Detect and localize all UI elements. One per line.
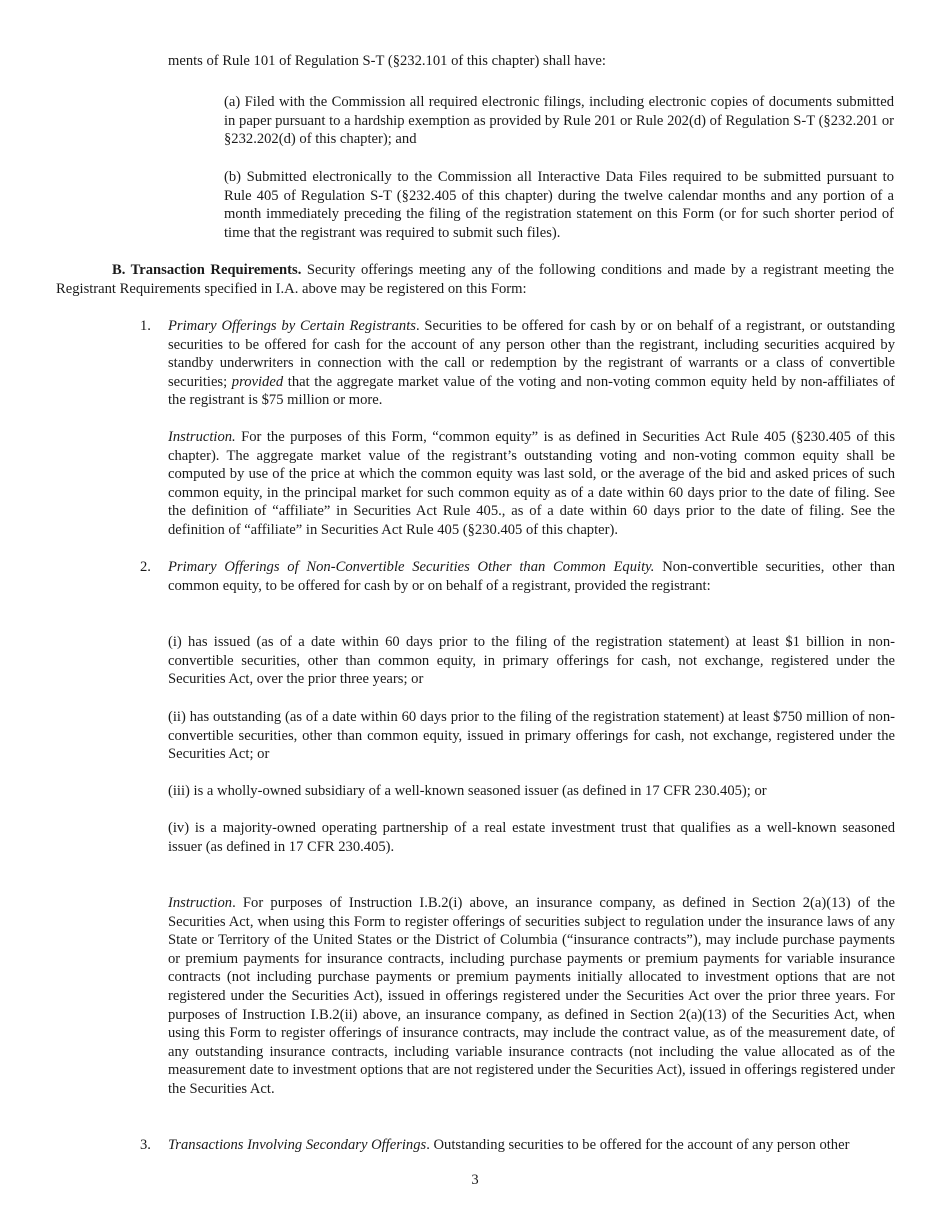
item-1-text-b: that the aggregate market value of the voting and non-voting common equity held by non-affiliates of the registrant is $75 million or more. — [168, 373, 895, 409]
item-2-title: Primary Offerings of Non-Convertible Securities Other than Common Equity. — [168, 559, 655, 575]
item-3-title: Transactions Involving Secondary Offerings — [168, 1137, 427, 1153]
item-3-number: 3. — [140, 1137, 151, 1153]
item-1-title: Primary Offerings by Certain Registrants — [168, 318, 416, 334]
section-b-heading: B. Transaction Requirements. — [112, 262, 302, 278]
section-b-paragraph — [56, 261, 894, 298]
clause-ii: (ii) has outstanding (as of a date within 60 days prior to the filing of the registration statement) at least $750 million of non-convertible securities, other than common equity, issued in primary offerings for cash, not exchange, registered under the Securities Act; or — [168, 709, 895, 763]
instruction-1-label: Instruction. — [168, 429, 236, 445]
item-2-paragraph — [168, 558, 895, 595]
item-2-number: 2. — [140, 559, 151, 575]
page-number: 3 — [471, 1172, 479, 1188]
paragraph-a: (a) Filed with the Commission all required electronic filings, including electronic copies of documents submitted in paper pursuant to a hardship exemption as provided by Rule 201 or Rule 202(d) of Regulation S-T (§232.201 or §232.202(d) of this chapter); and — [224, 94, 894, 148]
item-3-paragraph — [168, 1136, 895, 1155]
continuation-text: ments of Rule 101 of Regulation S-T (§232.101 of this chapter) shall have: — [168, 53, 606, 69]
item-3-text: . Outstanding securities to be offered for the account of any person other — [426, 1137, 850, 1153]
instruction-1-text: For the purposes of this Form, “common equity” is as defined in Securities Act Rule 405 (§230.405 of this chapter). The aggregate market value of the registrant’s outstanding voting and non-voting common equity shall be computed by use of the price at which the common equity was last sold, or the average of the bid and asked prices of such common equity, in the principal market for such common equity as of a date within 60 days prior to the date of filing. See the definition of “affiliate” in Securities Act Rule 405., as of a date within 60 days prior to the date of filing. See the definition of “affiliate” in Securities Act Rule 405 (§230.405 of this chapter). — [168, 429, 895, 538]
item-1-paragraph — [168, 317, 895, 410]
clause-iv: (iv) is a majority-owned operating partnership of a real estate investment trust that qualifies as a well-known seasoned issuer (as defined in 17 CFR 230.405). — [168, 820, 895, 855]
instruction-2-paragraph — [168, 894, 895, 1099]
section-b-text: Security offerings meeting any of the following conditions and made by a registrant meeting the Registrant Requirements specified in I.A. above may be registered on this Form: — [56, 262, 894, 297]
item-1-text-a: . Securities to be offered for cash by or on behalf of a registrant, or outstanding securities to be offered for cash for the account of any person other than the registrant, including securities acquired by standby underwriters in connection with the call or redemption by the registrant of warrants or a class of convertible securities; — [168, 318, 895, 390]
clause-iii: (iii) is a wholly-owned subsidiary of a well-known seasoned issuer (as defined in 17 CFR 230.405); or — [168, 783, 767, 799]
paragraph-b: (b) Submitted electronically to the Commission all Interactive Data Files required to be submitted pursuant to Rule 405 of Regulation S-T (§232.405 of this chapter) during the twelve calendar months and any portion of a month immediately preceding the filing of the registration statement on this Form (or for such shorter period of time that the registrant was required to submit such files). — [224, 169, 894, 241]
item-2-text: Non-convertible securities, other than common equity, to be offered for cash by or on behalf of a registrant, provided the registrant: — [168, 559, 895, 594]
item-1-number: 1. — [140, 318, 151, 334]
instruction-1-paragraph — [168, 428, 895, 540]
item-1-provided: provided — [231, 373, 284, 390]
clause-i: (i) has issued (as of a date within 60 days prior to the filing of the registration statement) at least $1 billion in non-convertible securities, other than common equity, in primary offerings for cash, not exchange, registered under the Securities Act, over the prior three years; or — [168, 634, 895, 688]
instruction-2-label: Instruction — [168, 895, 233, 911]
instruction-2-text: . For purposes of Instruction I.B.2(i) above, an insurance company, as defined in Section 2(a)(13) of the Securities Act, when using this Form to register offerings of securities subject to regulation under the insurance laws of any State or Territory of the United States or the District of Columbia (“insurance contracts”), may include purchase payments or premium payments for insurance contracts, including purchase payments or premium payments for variable insurance contracts (not including purchase payments or premium payments initially allocated to investment options that are not registered under the Securities Act), issued in offerings registered under the Securities Act over the prior three years. For purposes of Instruction I.B.2(ii) above, an insurance company, as defined in Section 2(a)(13) of the Securities Act, when using this Form to register offerings of insurance contracts, may include the contract value, as of the measurement date, of any outstanding insurance contracts, including variable insurance contracts (not including the value allocated as of the measurement date to investment options that are not registered under the Securities Act), issued in offerings registered under the Securities Act. — [168, 895, 895, 1097]
